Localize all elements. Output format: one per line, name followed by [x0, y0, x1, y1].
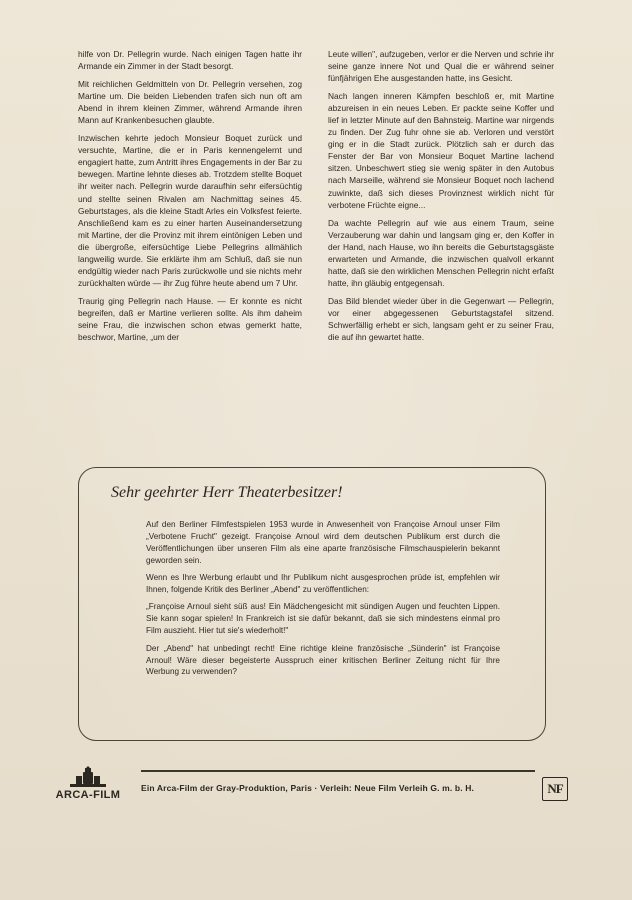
production-credit: Ein Arca-Film der Gray-Produktion, Paris · Verleih: Neue Film Verleih G. m. b. H. [141, 783, 475, 793]
logo-emblem-icon [48, 766, 128, 790]
story-paragraph: Mit reichlichen Geldmitteln von Dr. Pellegrin versehen, zog Martine um. Die beiden Liebenden trafen sich nun oft am Abend in ihrem kleinen Zimmer, während Armande ihren Mann auf Krankenbesuchen glaubte. [78, 79, 302, 126]
letter-paragraph: Wenn es Ihre Werbung erlaubt und Ihr Publikum nicht ausgesprochen prüde ist, empfehlen wir Ihnen, folgende Kritik des Berliner „Abend" zu veröffentlichen: [146, 573, 500, 595]
story-paragraph: Inzwischen kehrte jedoch Monsieur Boquet zurück und versuchte, Martine, die er in Paris kennengelernt und engagiert hatte, zum Antritt ihres Engagements in der Bar zu bewegen. Martine lehnte dieses ab. Trotzdem stellte Boquet ihr weiter nach. Pellegrin wurde daraufhin sehr eifersüchtig und stellte seinen Rivalen am Nachmittag seines 45. Geburtstages, als die kleine Stadt Arles ein Volksfest feierte. Anschließend kam es zu einer harten Auseinandersetzung mit Martine, der die Provinz mit ihrem eintönigen Leben und die übergroße, eifersüchtige Liebe Pellegrins allmählich langweilig wurde. Sie erklärte ihm am Schluß, daß sie nun endgültig wieder nach Paris zurückwolle und sie nichts mehr zurückhalten würde — ihr Zug führe heute abend um 7 Uhr. [78, 133, 302, 288]
story-paragraph: Das Bild blendet wieder über in die Gegenwart — Pellegrin, vor einer abgegessenen Geburtstagstafel sitzend. Schwerfällig erhebt er sich, langsam geht er zu seiner Frau, die auf ihn gewartet hatte. [328, 295, 554, 343]
letter-body [146, 519, 500, 684]
letter-paragraph: „Françoise Arnoul sieht süß aus! Ein Mädchengesicht mit sündigen Augen und feuchten Lippen. Sie kann sogar spielen! In Frankreich ist sie dafür bekannt, daß sie sich mindestens einmal pro Film auszieht. Hier tut sie's wiederholt!" [146, 602, 500, 636]
letter-paragraph: Der „Abend" hat unbedingt recht! Eine richtige kleine französische „Sünderin" ist Françoise Arnoul! Wäre dieser begeisterte Ausspruch einer kritischen Berliner Zeitung nicht für Ihre Werbung zu verwenden? [146, 643, 500, 677]
nf-badge: NF [542, 777, 568, 801]
story-left-column [78, 48, 302, 349]
footer-divider [141, 770, 535, 772]
logo-wordmark: ARCA-FILM [55, 789, 121, 801]
story-paragraph: Nach langen inneren Kämpfen beschloß er, mit Martine abzureisen in ein neues Leben. Er packte seine Koffer und lief in letzter Minute auf den Bahnsteig. Martine war nirgends zu finden. Der Zug fuhr ohne sie ab. Verloren und verstört ging er in die Stadt zurück. Plötzlich sah er durch das Fenster der Bar von Monsieur Boquet Martine lachend sitzen. Unbeschwert stieg sie wenig später in den Autobus nach Marseille, während sie Monsieur Boquet noch lachend zuwinkte, daß sich dieses Provinznest wirklich nicht für verbotene Früchte eigne... [328, 91, 554, 210]
story-paragraph: Traurig ging Pellegrin nach Hause. — Er konnte es nicht begreifen, daß er Martine verlieren sollte. Als ihm daheim seine Frau, die inzwischen schon etwas gemerkt hatte, beschwor, Martine, „um der [78, 295, 302, 343]
story-paragraph: Leute willen", aufzugeben, verlor er die Nerven und schrie ihr seine ganze innere Not und Qual die er während seiner fünfjährigen Ehe ausgestanden hatte, ins Gesicht. [328, 49, 554, 84]
arca-film-logo [48, 766, 128, 806]
letter-paragraph: Auf den Berliner Filmfestspielen 1953 wurde in Anwesenheit von Françoise Arnoul unser Film „Verbotene Frucht" gezeigt. Françoise Arnoul wird dem deutschen Publikum erst durch die Veröffentlichungen über unseren Film als eine aparte französische Filmschauspielerin bekannt geworden sein. [146, 520, 500, 565]
letter-heading: Sehr geehrter Herr Theaterbesitzer! [111, 484, 343, 501]
story-paragraph: hilfe von Dr. Pellegrin wurde. Nach einigen Tagen hatte ihr Armande ein Zimmer in der Stadt besorgt. [78, 49, 302, 72]
story-paragraph: Da wachte Pellegrin auf wie aus einem Traum, seine Verzauberung war dahin und langsam ging er, den Koffer in der Hand, nach Hause, wo ihn bereits die Geburtstagsgäste erwarteten und Armande, die inzwischen qualvoll erkannt hatte, daß sie den wirklichen Menschen Pellegrin nicht erfaßt hatte, ihn gläubig entgegensah. [328, 217, 554, 288]
story-right-column [328, 48, 554, 349]
